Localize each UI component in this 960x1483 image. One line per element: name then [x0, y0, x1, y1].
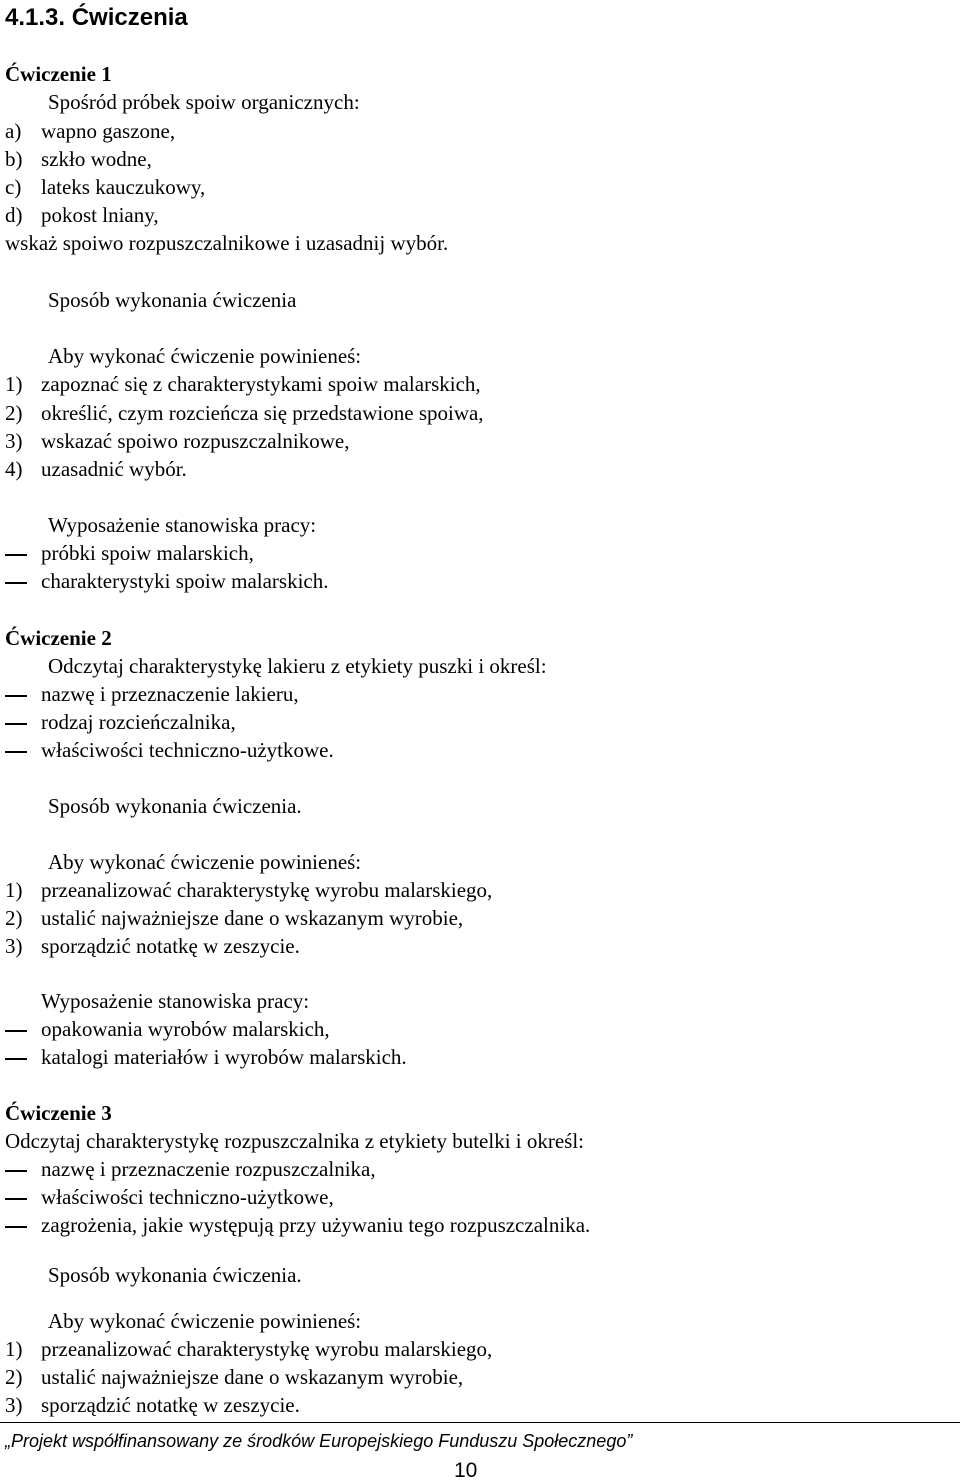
step-text: określić, czym rozcieńcza się przedstawione spoiwa,	[41, 401, 484, 425]
equipment-item: charakterystyki spoiw malarskich.	[41, 569, 329, 593]
step-number: 3)	[5, 429, 23, 453]
dash-bullet	[5, 1170, 27, 1172]
step-number: 2)	[5, 906, 23, 930]
step-text: sporządzić notatkę w zeszycie.	[41, 934, 300, 958]
footer-text: „Projekt współfinansowany ze środków Europejskiego Funduszu Społecznego”	[5, 1431, 633, 1451]
step-text: ustalić najważniejsze dane o wskazanym wyrobie,	[41, 1365, 464, 1389]
step-number: 2)	[5, 401, 23, 425]
steps-intro: Aby wykonać ćwiczenie powinieneś:	[48, 850, 362, 874]
task-item: właściwości techniczno-użytkowe,	[41, 1185, 334, 1209]
step-text: ustalić najważniejsze dane o wskazanym wyrobie,	[41, 906, 464, 930]
equipment-heading: Wyposażenie stanowiska pracy:	[41, 989, 310, 1013]
task-item: nazwę i przeznaczenie lakieru,	[41, 682, 299, 706]
exercise-1-title: Ćwiczenie 1	[5, 62, 112, 86]
equipment-item: opakowania wyrobów malarskich,	[41, 1017, 330, 1041]
option-text: lateks kauczukowy,	[41, 175, 206, 199]
dash-bullet	[5, 751, 27, 753]
equipment-item: katalogi materiałów i wyrobów malarskich.	[41, 1045, 407, 1069]
exercise-3-intro: Odczytaj charakterystykę rozpuszczalnika z etykiety butelki i określ:	[5, 1129, 585, 1153]
exercise-2-title: Ćwiczenie 2	[5, 626, 112, 650]
step-text: uzasadnić wybór.	[41, 457, 187, 481]
step-text: wskazać spoiwo rozpuszczalnikowe,	[41, 429, 350, 453]
option-marker: b)	[5, 147, 23, 171]
exercise-1-task: wskaż spoiwo rozpuszczalnikowe i uzasadnij wybór.	[5, 231, 449, 255]
option-marker: a)	[5, 119, 22, 143]
dash-bullet	[5, 554, 27, 556]
method-heading: Sposób wykonania ćwiczenia.	[48, 1263, 302, 1287]
exercise-2-intro: Odczytaj charakterystykę lakieru z etykiety puszki i określ:	[48, 654, 547, 678]
steps-intro: Aby wykonać ćwiczenie powinieneś:	[48, 344, 362, 368]
exercise-3-title: Ćwiczenie 3	[5, 1101, 112, 1125]
dash-bullet	[5, 582, 27, 584]
step-number: 1)	[5, 372, 23, 396]
option-marker: c)	[5, 175, 22, 199]
page-number: 10	[454, 1459, 478, 1482]
step-number: 3)	[5, 1393, 23, 1417]
step-number: 1)	[5, 1337, 23, 1361]
dash-bullet	[5, 723, 27, 725]
option-text: pokost lniany,	[41, 203, 159, 227]
step-number: 2)	[5, 1365, 23, 1389]
step-number: 1)	[5, 878, 23, 902]
steps-intro: Aby wykonać ćwiczenie powinieneś:	[48, 1309, 362, 1333]
equipment-heading: Wyposażenie stanowiska pracy:	[48, 513, 317, 537]
section-heading: 4.1.3. Ćwiczenia	[5, 4, 188, 31]
task-item: rodzaj rozcieńczalnika,	[41, 710, 236, 734]
method-heading: Sposób wykonania ćwiczenia.	[48, 794, 302, 818]
footer-divider	[0, 1422, 960, 1423]
dash-bullet	[5, 1058, 27, 1060]
task-item: zagrożenia, jakie występują przy używaniu tego rozpuszczalnika.	[41, 1213, 591, 1237]
step-number: 4)	[5, 457, 23, 481]
equipment-item: próbki spoiw malarskich,	[41, 541, 254, 565]
method-heading: Sposób wykonania ćwiczenia	[48, 288, 297, 312]
task-item: nazwę i przeznaczenie rozpuszczalnika,	[41, 1157, 376, 1181]
dash-bullet	[5, 1198, 27, 1200]
option-marker: d)	[5, 203, 23, 227]
step-text: przeanalizować charakterystykę wyrobu malarskiego,	[41, 1337, 493, 1361]
task-item: właściwości techniczno-użytkowe.	[41, 738, 334, 762]
step-text: sporządzić notatkę w zeszycie.	[41, 1393, 300, 1417]
option-text: szkło wodne,	[41, 147, 152, 171]
step-text: przeanalizować charakterystykę wyrobu malarskiego,	[41, 878, 493, 902]
exercise-1-intro: Spośród próbek spoiw organicznych:	[48, 90, 360, 114]
step-text: zapoznać się z charakterystykami spoiw malarskich,	[41, 372, 481, 396]
option-text: wapno gaszone,	[41, 119, 176, 143]
dash-bullet	[5, 695, 27, 697]
dash-bullet	[5, 1226, 27, 1228]
step-number: 3)	[5, 934, 23, 958]
dash-bullet	[5, 1030, 27, 1032]
